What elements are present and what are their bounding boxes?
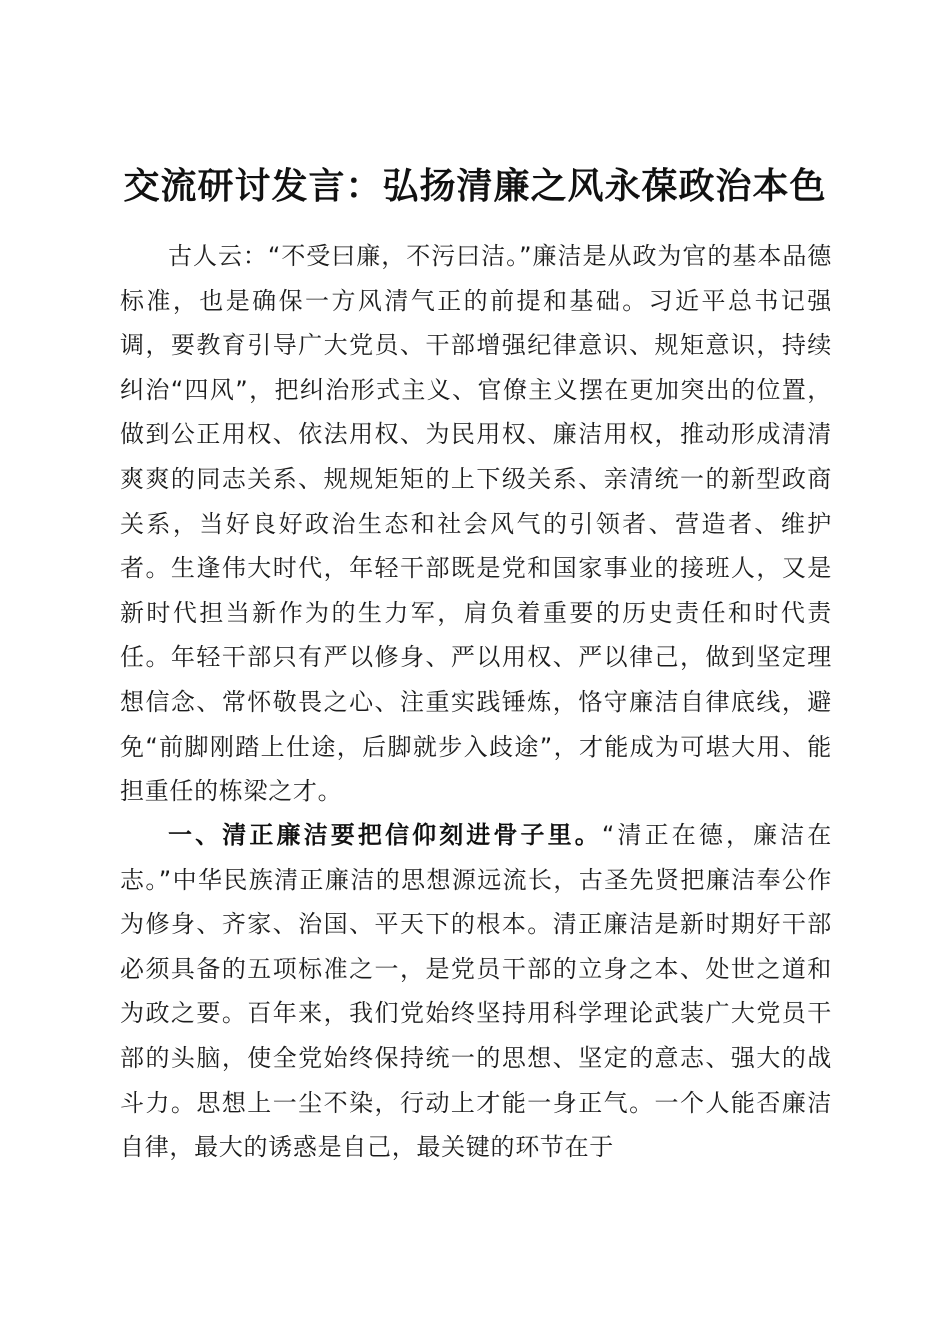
section-one-heading: 一、清正廉洁要把信仰刻进骨子里。 <box>168 821 602 849</box>
section-one-text: “清正在德，廉洁在志。”中华民族清正廉洁的思想源远流长，古圣先贤把廉洁奉公作为修身、齐家、治国、平天下的根本。清正廉洁是新时期好干部必须具备的五项标准之一，是党员干部的立身之本、处世之道和为政之要。百年来，我们党始终坚持用科学理论武装广大党员干部的头脑，使全党始终保持统一的思想、坚定的意志、强大的战斗力。思想上一尘不染，行动上才能一身正气。一个人能否廉洁自律，最大的诱惑是自己，最关键的环节在于 <box>120 821 833 1162</box>
paragraph-intro <box>120 234 832 814</box>
paragraph-section-one <box>120 813 832 1170</box>
document-title: 交流研讨发言：弘扬清廉之风永葆政治本色 <box>123 165 827 208</box>
paragraph-intro-text: 古人云：“不受曰廉，不污曰洁。”廉洁是从政为官的基本品德标准，也是确保一方风清气正的前提和基础。习近平总书记强调，要教育引导广大党员、干部增强纪律意识、规矩意识，持续纠治“四风”，把纠治形式主义、官僚主义摆在更加突出的位置，做到公正用权、依法用权、为民用权、廉洁用权，推动形成清清爽爽的同志关系、规规矩矩的上下级关系、亲清统一的新型政商关系，当好良好政治生态和社会风气的引领者、营造者、维护者。生逢伟大时代，年轻干部既是党和国家事业的接班人，又是新时代担当新作为的生力军，肩负着重要的历史责任和时代责任。年轻干部只有严以修身、严以用权、严以律己，做到坚定理想信念、常怀敬畏之心、注重实践锤炼，恪守廉洁自律底线，避免“前脚刚踏上仕途，后脚就步入歧途”，才能成为可堪大用、能担重任的栋梁之才。 <box>120 242 832 806</box>
